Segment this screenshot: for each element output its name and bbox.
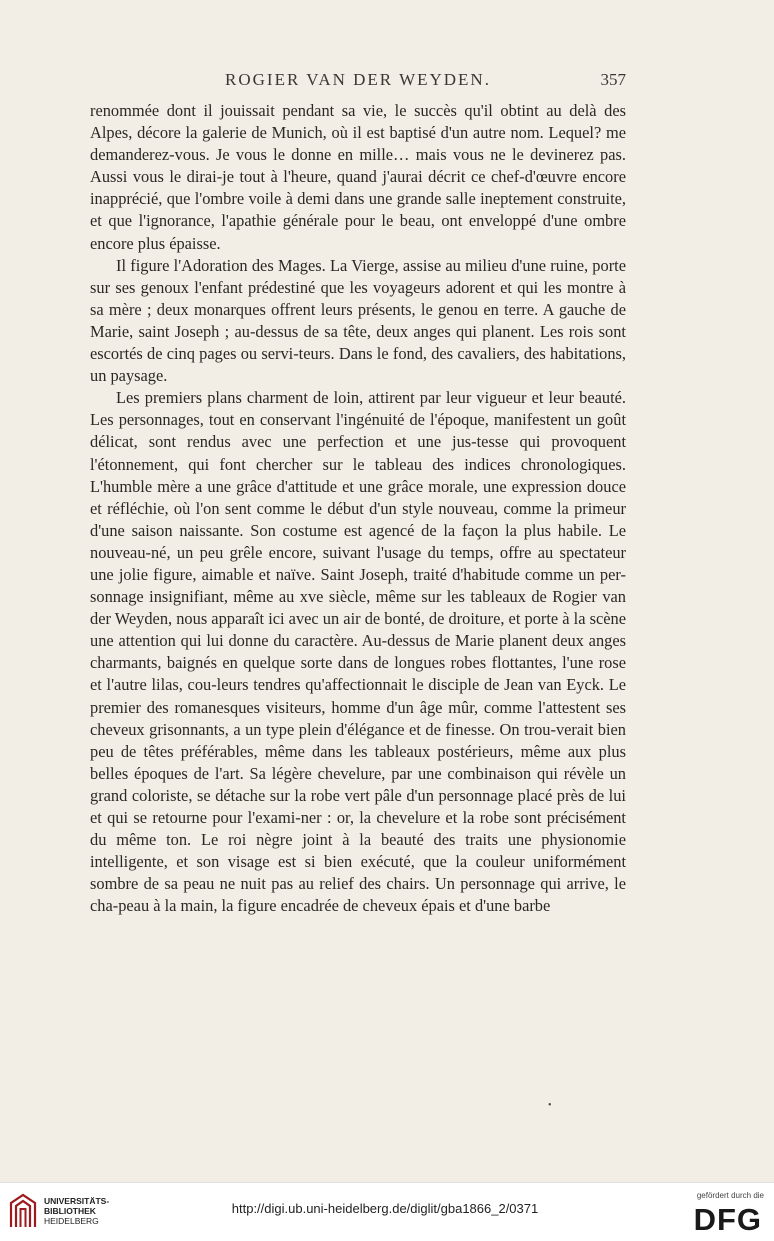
paragraph-1: renommée dont il jouissait pendant sa vie, le succès qu'il obtint au delà des Alpes, décore la galerie de Munich, où il est baptisé d'un autre nom. Lequel? me demanderez-vous. Je vous le donne en mille… mais vous ne le devinerez pas. Aussi vous le dirai-je tout à l'heure, quand j'aurai décrit ce chef-d'œuvre encore inapprécié, que l'ombre voile à demi dans une grande salle ineptement construite, et que l'ignorance, l'apathie générale pour le beau, ont enveloppé d'une ombre encore plus épaisse.: [90, 101, 626, 253]
funded-by-label: gefördert durch die: [696, 1191, 764, 1200]
paragraph-2: Il figure l'Adoration des Mages. La Vierge, assise au milieu d'une ruine, porte sur ses genoux l'enfant prédestiné que les voyageurs adorent et qui les montre à sa mère ; deux monarques offrent leurs présents, le genou en terre. A gauche de Marie, saint Joseph ; au-dessus de sa tête, deux anges qui planent. Les rois sont escortés de cinq pages ou servi-teurs. Dans le fond, des cavaliers, des habitations, un paysage.: [90, 255, 626, 386]
library-name: UNIVERSITÄTS- BIBLIOTHEK HEIDELBERG: [44, 1196, 110, 1226]
running-head-title: ROGIER VAN DER WEYDEN.: [225, 70, 491, 89]
ink-speck: •: [548, 1100, 552, 1111]
paragraph-3: Les premiers plans charment de loin, attirent par leur vigueur et leur beauté. Les personnages, tout en conservant l'ingénuité de l'époque, manifestent un goût délicat, sont rendus avec une perfection et une jus-tesse qui provoquent l'étonnement, qui font chercher sur le tableau des indices chronologiques. L'humble mère a une grâce d'attitude et une grâce morale, une expression douce et réfléchie, où l'on sent comme le début d'un style nouveau, comme la primeur d'une saison naissante. Son costume est agencé de la façon la plus habile. Le nouveau-né, un peu grêle encore, suivant l'usage du temps, offre au spectateur une jolie figure, aimable et naïve. Saint Joseph, traité d'habitude comme un per-sonnage insignifiant, même au xve siècle, même sur les tableaux de Rogier van der Weyden, nous apparaît ici avec un air de bonté, de droiture, et porte à la scène une attention qui lui donne du caractère. Au-dessus de Marie planent deux anges charmants, baignés en quelque sorte dans de longues robes flottantes, l'une rose et l'autre lilas, cou-leurs tendres qu'affectionnait le disciple de Jean van Eyck. Le premier des romanesques visiteurs, homme d'un âge mûr, comme l'attestent ses cheveux grisonnants, a un type plein d'élégance et de finesse. On trou-verait bien peu de têtes préférables, même dans les tableaux postérieurs, même aux plus belles époques de l'art. Sa légère chevelure, par une combinaison qui révèle un grand coloriste, se détache sur la robe vert pâle d'un personnage placé près de lui et qui se retourne pour l'exami-ner : or, la chevelure et la robe sont précisément du même ton. Le roi nègre joint à la beauté des traits une physionomie intelligente, et son visage est si bien exécuté, que la couleur uniformément sombre de sa peau ne nuit pas au relief des chairs. Un personnage qui arrive, le cha-peau à la main, la figure encadrée de cheveux épais et d'une barbe: [90, 388, 626, 916]
body-text: [90, 100, 626, 917]
page-number: 357: [600, 70, 626, 89]
ub-heidelberg-logo-icon: [8, 1193, 38, 1229]
source-url-link[interactable]: http://digi.ub.uni-heidelberg.de/diglit/gba1866_2/0371: [231, 1201, 539, 1216]
running-head: [90, 70, 626, 92]
dfg-logo: DFG: [693, 1202, 762, 1237]
digitization-footer: [0, 1182, 774, 1241]
